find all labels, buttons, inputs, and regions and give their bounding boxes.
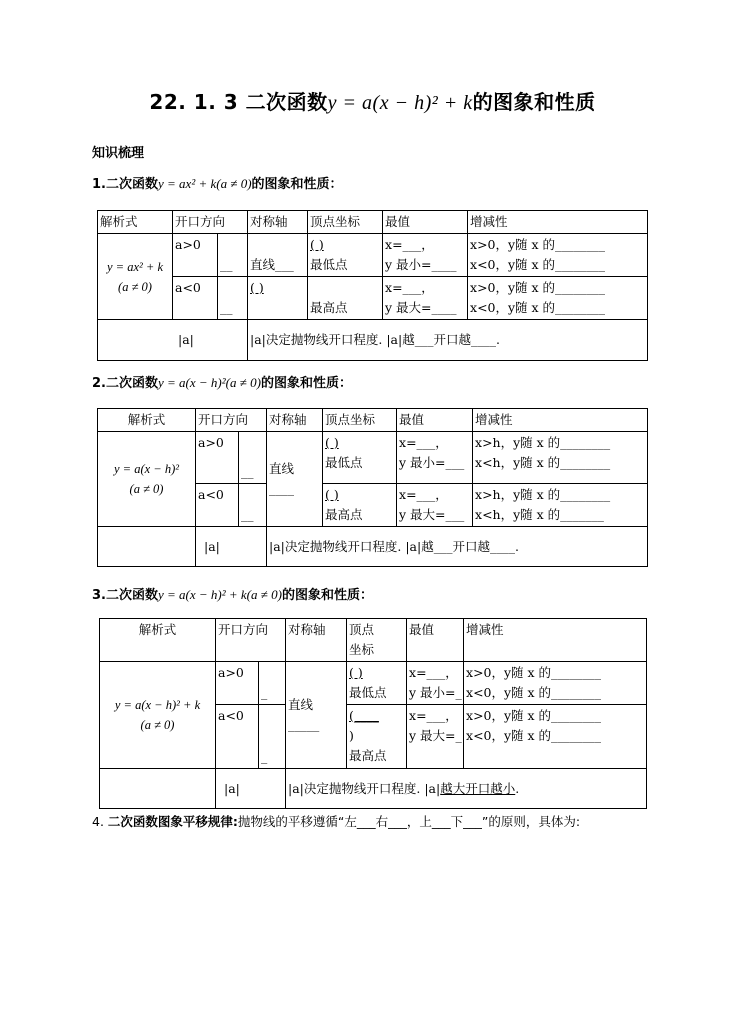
abs-a: |a| <box>98 320 248 361</box>
extreme-cell: x=___， y 最大=____ <box>383 277 468 320</box>
hdr-axis: 对称轴 <box>248 211 308 234</box>
mono-cell: x>h，y随 x 的________ x<h，y随 x 的_______ <box>473 484 648 527</box>
axis-cell: 直线___ <box>248 234 308 277</box>
table3 <box>99 618 647 809</box>
mono-cell: x>h，y随 x 的________ x<h，y随 x 的________ <box>473 432 648 484</box>
vertex-cell: 最高点 <box>308 277 383 320</box>
title-formula: y = a(x − h)² + k <box>327 92 473 114</box>
hdr-extreme: 最值 <box>383 211 468 234</box>
hdr-opening: 开口方向 <box>216 619 286 662</box>
axis-cell: 直线 _____ <box>286 662 347 769</box>
sec3-heading: 3.二次函数y = a(x − h)² + k(a ≠ 0)的图象和性质： <box>92 587 373 603</box>
vertex-cell: ( ) 最低点 <box>323 432 397 484</box>
hdr-expr: 解析式 <box>100 619 216 662</box>
abs-a: |a| <box>216 769 286 809</box>
hdr-expr: 解析式 <box>98 211 173 234</box>
extreme-cell: x=___， y 最小=___ <box>397 432 473 484</box>
empty-cell <box>100 769 216 809</box>
blank: __ <box>218 234 248 277</box>
vertex-cell: ( ) 最低点 <box>308 234 383 277</box>
mono-cell: x>0，y随 x 的________ x<0，y随 x 的________ <box>464 705 647 769</box>
hdr-axis: 对称轴 <box>286 619 347 662</box>
a-neg: a<0 <box>196 484 239 527</box>
blank: _ <box>259 705 286 769</box>
hdr-mono: 增减性 <box>473 409 648 432</box>
blank: __ <box>239 484 267 527</box>
hdr-axis: 对称轴 <box>267 409 323 432</box>
a-neg: a<0 <box>216 705 259 769</box>
hdr-opening: 开口方向 <box>196 409 267 432</box>
table1 <box>97 210 648 361</box>
sec2-heading: 2.二次函数y = a(x − h)²(a ≠ 0)的图象和性质： <box>92 375 352 391</box>
blank: _ <box>259 662 286 705</box>
extreme-cell: x=___， y 最小=____ <box>383 234 468 277</box>
abs-text: |a|决定抛物线开口程度. |a|越___开口越____. <box>248 320 648 361</box>
hdr-vertex: 顶点坐标 <box>308 211 383 234</box>
hdr-vertex: 顶点坐标 <box>323 409 397 432</box>
hdr-mono: 增减性 <box>468 211 648 234</box>
extreme-cell: x=___， y 最大=_ <box>407 705 464 769</box>
abs-a: |a| <box>196 527 267 567</box>
hdr-extreme: 最值 <box>407 619 464 662</box>
page-title: 22. 1. 3 二次函数y = a(x − h)² + k的图象和性质 <box>149 90 596 114</box>
extreme-cell: x=___， y 最大=___ <box>397 484 473 527</box>
hdr-vertex: 顶点 坐标 <box>347 619 407 662</box>
abs-text: |a|决定抛物线开口程度. |a|越___开口越____. <box>267 527 648 567</box>
a-neg: a<0 <box>173 277 218 320</box>
abs-text: |a|决定抛物线开口程度. |a|越大开口越小. <box>286 769 647 809</box>
hdr-mono: 增减性 <box>464 619 647 662</box>
hdr-extreme: 最值 <box>397 409 473 432</box>
empty-cell <box>98 527 196 567</box>
vertex-cell: ( ) 最低点 <box>347 662 407 705</box>
a-pos: a>0 <box>173 234 218 277</box>
mono-cell: x>0，y随 x 的________ x<0，y随 x 的________ <box>468 234 648 277</box>
vertex-cell: ( ) 最高点 <box>323 484 397 527</box>
sec4-line: 4. 二次函数图象平移规律:抛物线的平移遵循“左___右___，上___下___”的原则，具体为: <box>92 814 581 829</box>
hdr-opening: 开口方向 <box>173 211 248 234</box>
a-pos: a>0 <box>216 662 259 705</box>
mono-cell: x>0，y随 x 的________ x<0，y随 x 的________ <box>464 662 647 705</box>
expr-cell: y = ax² + k (a ≠ 0) <box>98 234 173 320</box>
sec1-heading: 1.二次函数y = ax² + k(a ≠ 0)的图象和性质： <box>92 176 343 192</box>
blank: __ <box>218 277 248 320</box>
a-pos: a>0 <box>196 432 239 484</box>
expr-cell: y = a(x − h)² + k (a ≠ 0) <box>100 662 216 769</box>
mono-cell: x>0，y随 x 的________ x<0，y随 x 的________ <box>468 277 648 320</box>
table2 <box>97 408 648 567</box>
expr-cell: y = a(x − h)² (a ≠ 0) <box>98 432 196 527</box>
blank: __ <box>239 432 267 484</box>
hdr-expr: 解析式 <box>98 409 196 432</box>
axis-cell-neg: ( ) <box>248 277 308 320</box>
section-heading: 知识梳理 <box>92 146 145 161</box>
extreme-cell: x=___， y 最小=_ <box>407 662 464 705</box>
vertex-cell: (____ ) 最高点 <box>347 705 407 769</box>
axis-cell: 直线 ____ <box>267 432 323 527</box>
